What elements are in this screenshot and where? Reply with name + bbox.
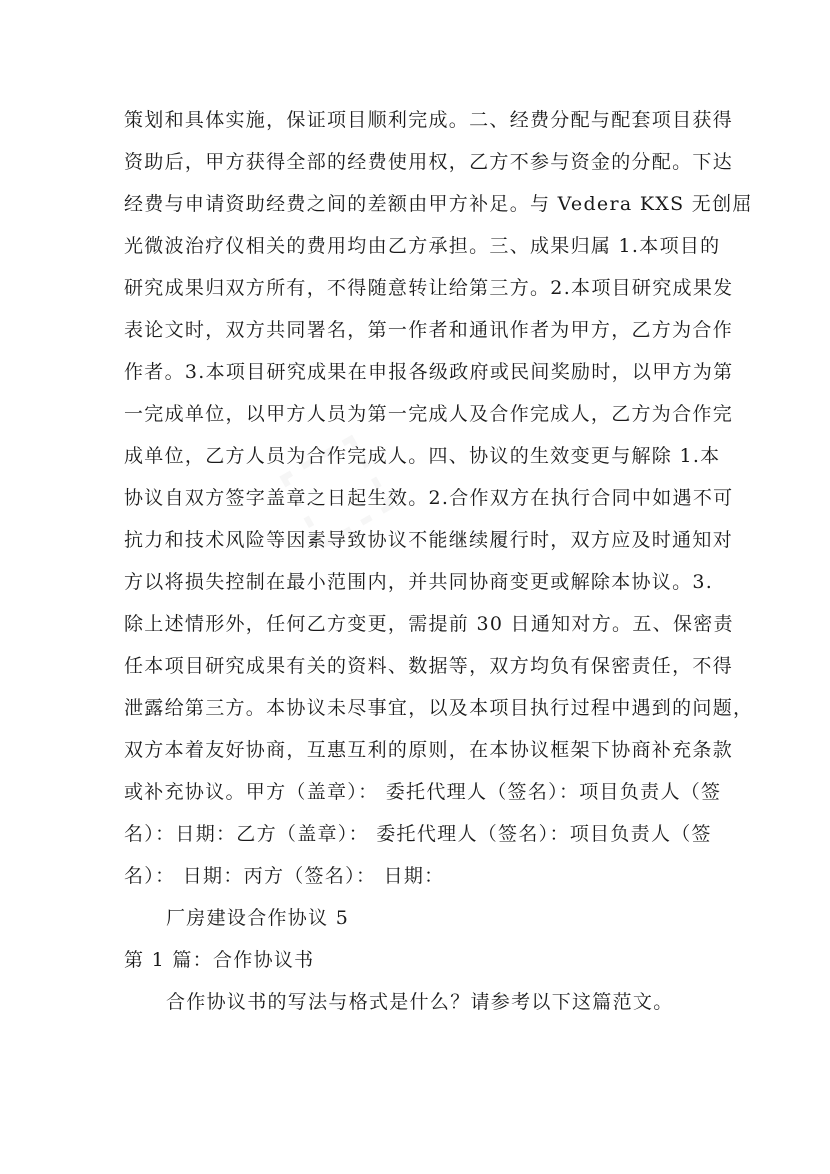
body-line: 抗力和技术风险等因素导致协议不能继续履行时，双方应及时通知对 bbox=[124, 529, 734, 551]
body-line: 名）： 日期：丙方（签名）： 日期： bbox=[124, 865, 445, 887]
body-line: 资助后，甲方获得全部的经费使用权，乙方不参与资金的分配。下达 bbox=[124, 151, 734, 173]
body-line: 方以将损失控制在最小范围内，并共同协商变更或解除本协议。3. bbox=[124, 571, 714, 593]
chapter-heading: 第 1 篇：合作协议书 bbox=[124, 949, 315, 971]
body-line: 泄露给第三方。本协议未尽事宜，以及本项目执行过程中遇到的问题， bbox=[124, 697, 754, 719]
body-line: 表论文时，双方共同署名，第一作者和通讯作者为甲方，乙方为合作 bbox=[124, 319, 734, 341]
section-title: 厂房建设合作协议 5 bbox=[166, 907, 350, 929]
body-line: 光微波治疗仪相关的费用均由乙方承担。三、成果归属 1.本项目的 bbox=[124, 235, 721, 257]
body-line: 任本项目研究成果有关的资料、数据等，双方均负有保密责任，不得 bbox=[124, 655, 734, 677]
body-line: 作者。3.本项目研究成果在申报各级政府或民间奖励时，以甲方为第 bbox=[124, 361, 734, 383]
intro-line: 合作协议书的写法与格式是什么？请参考以下这篇范文。 bbox=[166, 991, 674, 1013]
body-line: 双方本着友好协商，互惠互利的原则，在本协议框架下协商补充条款 bbox=[124, 739, 734, 761]
body-line: 或补充协议。甲方（盖章）： 委托代理人（签名）：项目负责人（签 bbox=[124, 781, 722, 803]
body-line: 除上述情形外，任何乙方变更，需提前 30 日通知对方。五、保密责 bbox=[124, 613, 734, 635]
body-line: 名）：日期：乙方（盖章）： 委托代理人（签名）：项目负责人（签 bbox=[124, 823, 712, 845]
body-line: 研究成果归双方所有，不得随意转让给第三方。2.本项目研究成果发 bbox=[124, 277, 734, 299]
body-line: 成单位，乙方人员为合作完成人。四、协议的生效变更与解除 1.本 bbox=[124, 445, 721, 467]
body-line: 一完成单位，以甲方人员为第一完成人及合作完成人，乙方为合作完 bbox=[124, 403, 734, 425]
body-line: 策划和具体实施，保证项目顺利完成。二、经费分配与配套项目获得 bbox=[124, 109, 734, 131]
body-line: 经费与申请资助经费之间的差额由甲方补足。与 Vedera KXS 无创屈 bbox=[124, 193, 753, 215]
body-line: 协议自双方签字盖章之日起生效。2.合作双方在执行合同中如遇不可 bbox=[124, 487, 734, 509]
